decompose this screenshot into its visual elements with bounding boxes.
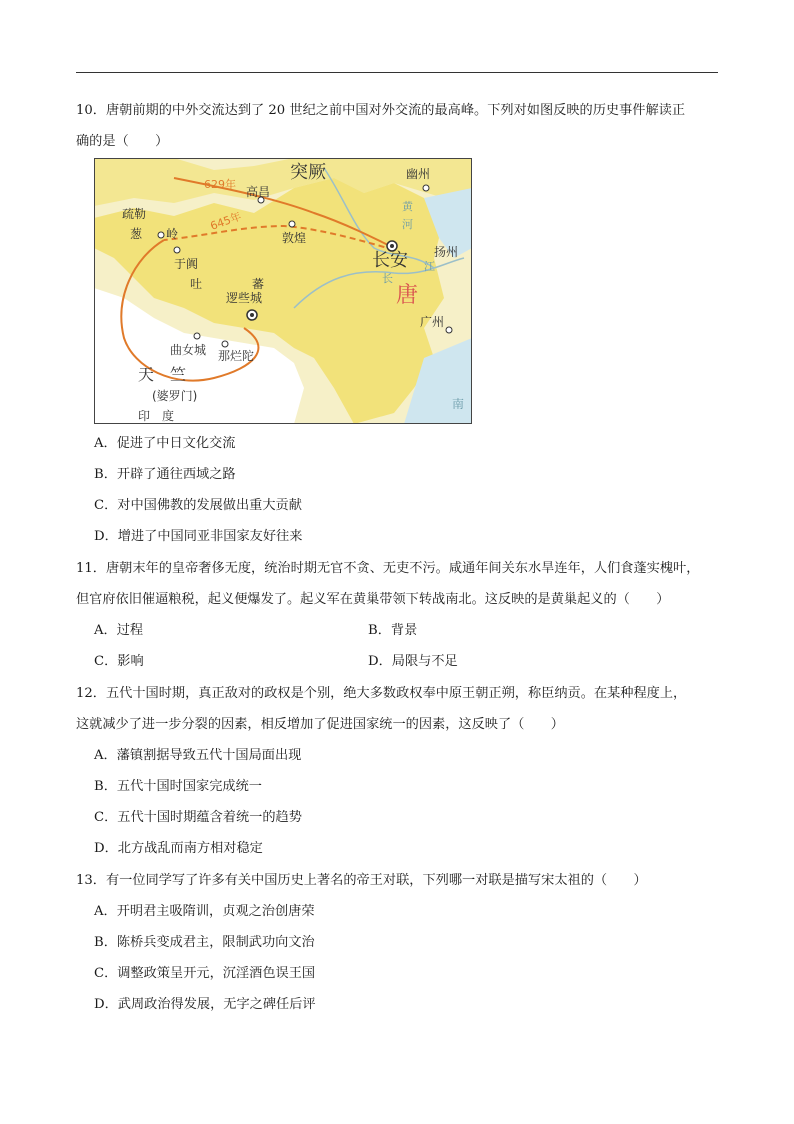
city-guangzhou <box>446 327 452 333</box>
label-he: 河 <box>402 218 413 231</box>
label-645: 645年 <box>208 209 244 233</box>
label-guangzhou: 广州 <box>420 315 445 329</box>
city-changan-center <box>390 244 394 248</box>
label-nalantuo: 那烂陀 <box>218 349 255 363</box>
q11-option-a[interactable]: A．过程 <box>94 623 144 638</box>
q10-option-c[interactable]: C．对中国佛教的发展做出重大贡献 <box>94 498 302 513</box>
label-changan: 长安 <box>372 250 408 271</box>
q13-option-c[interactable]: C．调整政策呈开元，沉淫酒色误王国 <box>94 966 316 981</box>
question-10-stem-line1: 10．唐朝前期的中外交流达到了 20 世纪之前中国对外交流的最高峰。下列对如图反映的历史事件解读正 <box>76 103 686 118</box>
label-shule: 疏勒 <box>122 207 147 221</box>
city-youzhou <box>423 185 429 191</box>
label-youzhou: 幽州 <box>406 167 431 181</box>
tang-map <box>94 158 472 424</box>
city-nalantuo <box>222 341 228 347</box>
q12-option-d[interactable]: D．北方战乱而南方相对稳定 <box>94 841 263 856</box>
label-tang: 唐 <box>396 283 419 308</box>
city-qunvcheng <box>194 333 200 339</box>
label-nan: 南 <box>452 397 465 411</box>
label-luoxiecheng: 逻些城 <box>226 291 263 305</box>
question-11-stem-line1: 11．唐朝末年的皇帝奢侈无度，统治时期无官不贪、无吏不污。咸通年间关东水旱连年，人们食蓬实槐叶， <box>76 561 700 576</box>
q11-option-d[interactable]: D．局限与不足 <box>368 654 458 669</box>
q10-option-b[interactable]: B．开辟了通往西域之路 <box>94 467 236 482</box>
q13-option-d[interactable]: D．武周政治得发展，无字之碑任后评 <box>94 997 316 1012</box>
city-luoxie-center <box>250 313 254 317</box>
label-yutian: 于阗 <box>174 257 199 271</box>
question-12-stem-line2: 这就减少了进一步分裂的因素，相反增加了促进国家统一的因素，这反映了（ ） <box>76 717 564 732</box>
city-shule <box>158 232 164 238</box>
label-yindu: 印 度 <box>138 409 175 423</box>
label-dunhuang: 敦煌 <box>282 231 307 245</box>
q11-option-b[interactable]: B．背景 <box>368 623 418 638</box>
question-12-stem-line1: 12．五代十国时期，真正敌对的政权是个别，绝大多数政权奉中原王朝正朔，称臣纳贡。在某种程度上， <box>76 686 687 701</box>
label-cong: 葱 <box>130 227 143 241</box>
label-tujue: 突厥 <box>290 162 326 183</box>
q13-option-b[interactable]: B．陈桥兵变成君主，限制武功向文治 <box>94 935 315 950</box>
q10-option-d[interactable]: D．增进了中国同亚非国家友好往来 <box>94 529 303 544</box>
question-10-stem-line2: 确的是（ ） <box>76 134 169 149</box>
question-11 <box>76 553 722 615</box>
question-11-stem-line2: 但官府依旧催逼粮税，起义便爆发了。起义军在黄巢带领下转战南北。这反映的是黄巢起义的（ ） <box>76 592 670 607</box>
label-gaochang: 高昌 <box>246 185 271 199</box>
header-rule <box>76 72 718 73</box>
label-629: 629年 <box>204 178 236 191</box>
question-10 <box>76 95 722 157</box>
question-13 <box>76 865 722 896</box>
city-dunhuang <box>289 221 295 227</box>
q12-option-b[interactable]: B．五代十国时国家完成统一 <box>94 779 262 794</box>
q13-option-a[interactable]: A．开明君主吸隋训，贞观之治创唐荣 <box>94 904 315 919</box>
label-tianzhu: 天 竺 <box>138 365 187 384</box>
label-poluomen: (婆罗门) <box>152 389 198 403</box>
q12-option-c[interactable]: C．五代十国时期蕴含着统一的趋势 <box>94 810 302 825</box>
label-ling: 岭 <box>166 227 179 241</box>
q12-option-a[interactable]: A．藩镇割据导致五代十国局面出现 <box>94 748 302 763</box>
city-yutian <box>174 247 180 253</box>
label-huang: 黄 <box>402 200 413 213</box>
label-bo: 蕃 <box>252 277 265 291</box>
question-12 <box>76 678 722 740</box>
q10-option-a[interactable]: A．促进了中日文化交流 <box>94 436 236 451</box>
label-tu: 吐 <box>190 277 203 291</box>
q11-option-c[interactable]: C．影响 <box>94 654 144 669</box>
label-yangzhou: 扬州 <box>434 245 459 259</box>
question-13-stem-line1: 13．有一位同学写了许多有关中国历史上著名的帝王对联，下列哪一对联是描写宋太祖的（ ） <box>76 873 647 888</box>
map-svg <box>94 158 472 424</box>
label-jiang: 江 <box>424 260 435 273</box>
label-chang: 长 <box>382 272 393 285</box>
label-qunvcheng: 曲女城 <box>170 343 207 357</box>
